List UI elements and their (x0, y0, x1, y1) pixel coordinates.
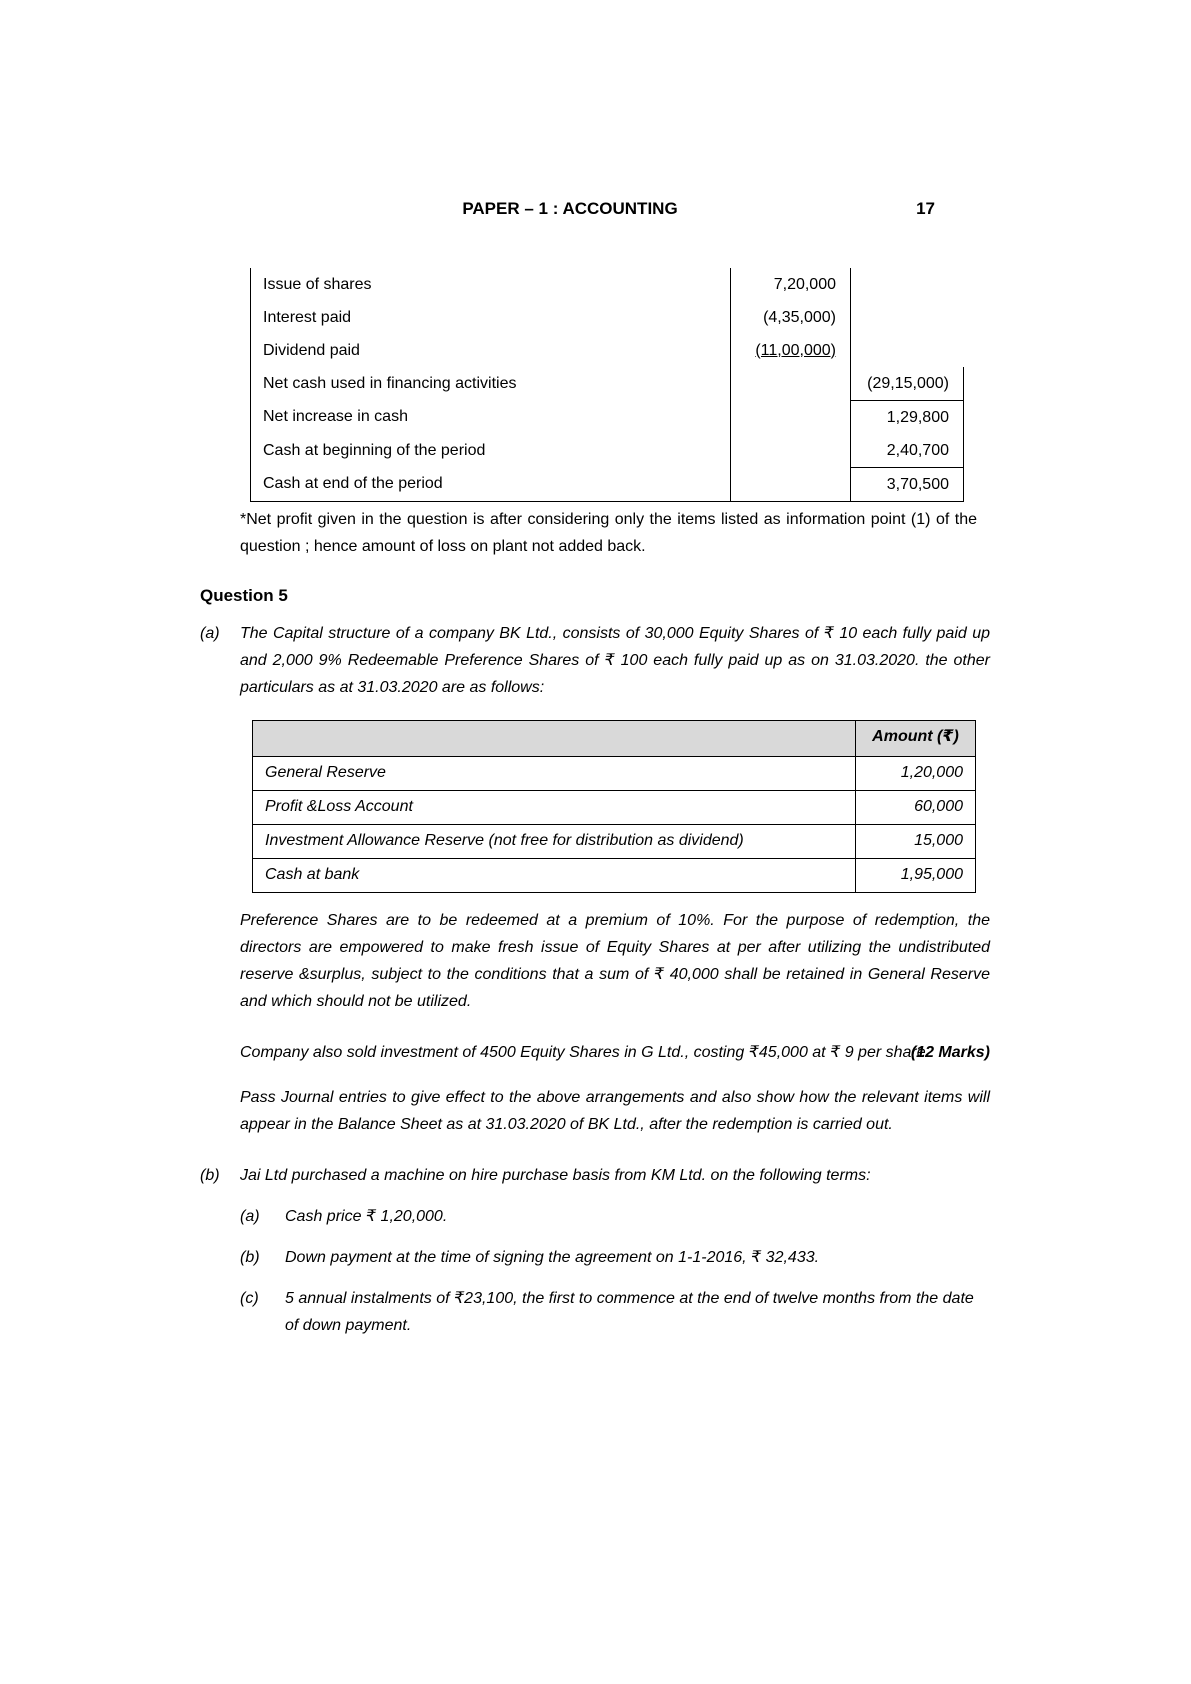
list-item (240, 1285, 990, 1339)
marks-label: (12 Marks) (910, 1044, 990, 1061)
row-label: Net cash used in financing activities (251, 367, 731, 401)
part-b-intro: Jai Ltd purchased a machine on hire purchase basis from KM Ltd. on the following terms: (240, 1167, 871, 1184)
row-label: Profit &Loss Account (253, 791, 856, 825)
row-label: Cash at end of the period (251, 468, 731, 502)
row-amount-1 (731, 434, 851, 468)
table-row (251, 468, 964, 502)
journal-paragraph: Pass Journal entries to give effect to the above arrangements and also show how the relevant items will appear in the Balance Sheet as at 31.03.2020 of BK Ltd., after the redemption is carried out. (240, 1089, 990, 1133)
row-label: General Reserve (253, 757, 856, 791)
empty-header-cell (253, 721, 856, 757)
part-b-marker: (b) (200, 1167, 220, 1184)
table-row (253, 757, 976, 791)
list-item-text: 5 annual instalments of ₹23,100, the first to commence at the end of twelve months from the date of down payment. (285, 1290, 974, 1334)
row-amount-2: 2,40,700 (851, 434, 964, 468)
row-amount-2: 1,29,800 (851, 401, 964, 435)
row-amount-2 (851, 334, 964, 367)
list-item-text: Down payment at the time of signing the agreement on 1-1-2016, ₹ 32,433. (285, 1249, 820, 1266)
table-row (251, 434, 964, 468)
row-amount-2: (29,15,000) (851, 367, 964, 401)
row-amount-2: 3,70,500 (851, 468, 964, 502)
table-row (253, 825, 976, 859)
table-row (251, 367, 964, 401)
table-row (251, 401, 964, 435)
particulars-table (252, 720, 976, 893)
row-amount: 15,000 (856, 825, 976, 859)
page-title: PAPER – 1 : ACCOUNTING (462, 199, 678, 218)
list-item-marker: (a) (240, 1208, 260, 1225)
list-item-marker: (c) (240, 1290, 259, 1307)
question-5a (200, 620, 990, 1138)
row-label: Cash at bank (253, 859, 856, 893)
redemption-paragraph: Preference Shares are to be redeemed at a premium of 10%. For the purpose of redemption, the directors are empowered to make fresh issue of Equity Shares at per after utilizing the undistributed reserve &surplus, subject to the conditions that a sum of ₹ 40,000 shall be retained in General Reserve and which should not be utilized. (240, 912, 990, 1010)
list-item-marker: (b) (240, 1249, 260, 1266)
row-label: Dividend paid (251, 334, 731, 367)
row-amount-2 (851, 268, 964, 301)
row-amount-1: (4,35,000) (731, 301, 851, 334)
footnote: *Net profit given in the question is after considering only the items listed as information point (1) of the question ; hence amount of loss on plant not added back. (240, 511, 977, 555)
row-label: Cash at beginning of the period (251, 434, 731, 468)
part-a-marker: (a) (200, 625, 220, 642)
amount-header-cell: Amount (₹) (856, 721, 976, 757)
page-number: 17 (916, 199, 935, 218)
part-a-intro: The Capital structure of a company BK Ltd., consists of 30,000 Equity Shares of ₹ 10 each fully paid up and 2,000 9% Redeemable Preference Shares of ₹ 100 each fully paid up as on 31.03.2020. the other particulars as at 31.03.2020 are as follows: (240, 625, 990, 696)
row-amount: 1,20,000 (856, 757, 976, 791)
row-label: Investment Allowance Reserve (not free for distribution as dividend) (253, 825, 856, 859)
table-row (251, 334, 964, 367)
part-b-body (240, 1162, 990, 1339)
row-label: Interest paid (251, 301, 731, 334)
table-header-row (253, 721, 976, 757)
question-5b (200, 1162, 990, 1339)
investment-paragraph-wrap (240, 1039, 990, 1066)
table-row (253, 791, 976, 825)
row-amount-1: 7,20,000 (731, 268, 851, 301)
underlined-amount: (11,00,000) (755, 341, 836, 359)
row-amount-1 (731, 401, 851, 435)
list-item-text: Cash price ₹ 1,20,000. (285, 1208, 448, 1225)
row-amount-1 (731, 468, 851, 502)
part-a-body (240, 620, 990, 1138)
row-amount-1 (731, 367, 851, 401)
row-label: Issue of shares (251, 268, 731, 301)
table-row (251, 268, 964, 301)
row-amount: 1,95,000 (856, 859, 976, 893)
row-label: Net increase in cash (251, 401, 731, 435)
list-item (240, 1203, 990, 1230)
question-5-heading: Question 5 (200, 586, 288, 605)
cash-flow-table (250, 268, 964, 502)
row-amount-1 (731, 334, 851, 367)
row-amount: 60,000 (856, 791, 976, 825)
page-header (200, 198, 990, 220)
investment-paragraph: Company also sold investment of 4500 Equity Shares in G Ltd., costing ₹45,000 at ₹ 9 per share. (240, 1044, 931, 1061)
row-amount-2 (851, 301, 964, 334)
table-row (253, 859, 976, 893)
table-row (251, 301, 964, 334)
list-item (240, 1244, 990, 1271)
